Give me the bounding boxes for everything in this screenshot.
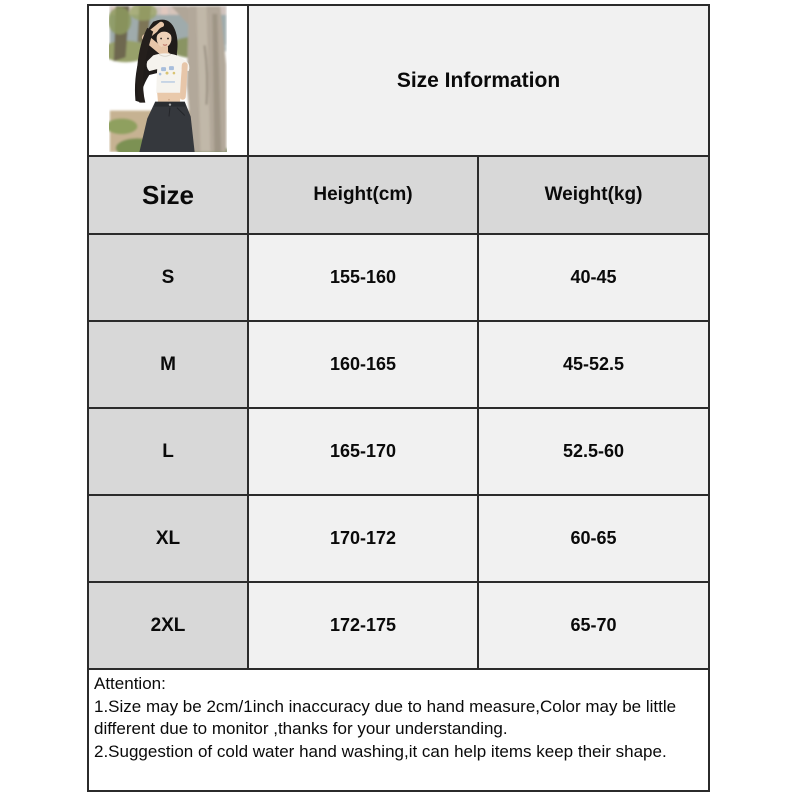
attention-note — [89, 670, 708, 790]
height-cell-l: 165-170 — [249, 409, 477, 494]
attention-line: 1.Size may be 2cm/1inch inaccuracy due to hand measure,Color may be little — [94, 696, 677, 716]
height-cell-2xl: 172-175 — [249, 583, 477, 668]
product-photo-cell — [89, 6, 247, 155]
height-cell-xl: 170-172 — [249, 496, 477, 581]
weight-cell-l: 52.5-60 — [479, 409, 708, 494]
size-cell-l: L — [89, 409, 247, 494]
size-cell-xl: XL — [89, 496, 247, 581]
weight-cell-m: 45-52.5 — [479, 322, 708, 407]
column-header-size: Size — [89, 157, 247, 233]
height-cell-m: 160-165 — [249, 322, 477, 407]
attention-heading: Attention: — [94, 674, 166, 693]
weight-cell-2xl: 65-70 — [479, 583, 708, 668]
height-cell-s: 155-160 — [249, 235, 477, 320]
product-photo — [109, 6, 227, 152]
weight-cell-s: 40-45 — [479, 235, 708, 320]
size-cell-s: S — [89, 235, 247, 320]
size-information-header — [249, 6, 708, 155]
column-header-weight: Weight(kg) — [479, 157, 708, 233]
size-cell-m: M — [89, 322, 247, 407]
attention-line: 2.Suggestion of cold water hand washing,it can help items keep their shape. — [94, 741, 667, 761]
page-title: Size Information — [396, 68, 561, 92]
weight-cell-xl: 60-65 — [479, 496, 708, 581]
attention-line: different due to monitor ,thanks for your understanding. — [94, 719, 508, 738]
size-chart — [87, 4, 710, 792]
column-header-height: Height(cm) — [249, 157, 477, 233]
size-cell-2xl: 2XL — [89, 583, 247, 668]
